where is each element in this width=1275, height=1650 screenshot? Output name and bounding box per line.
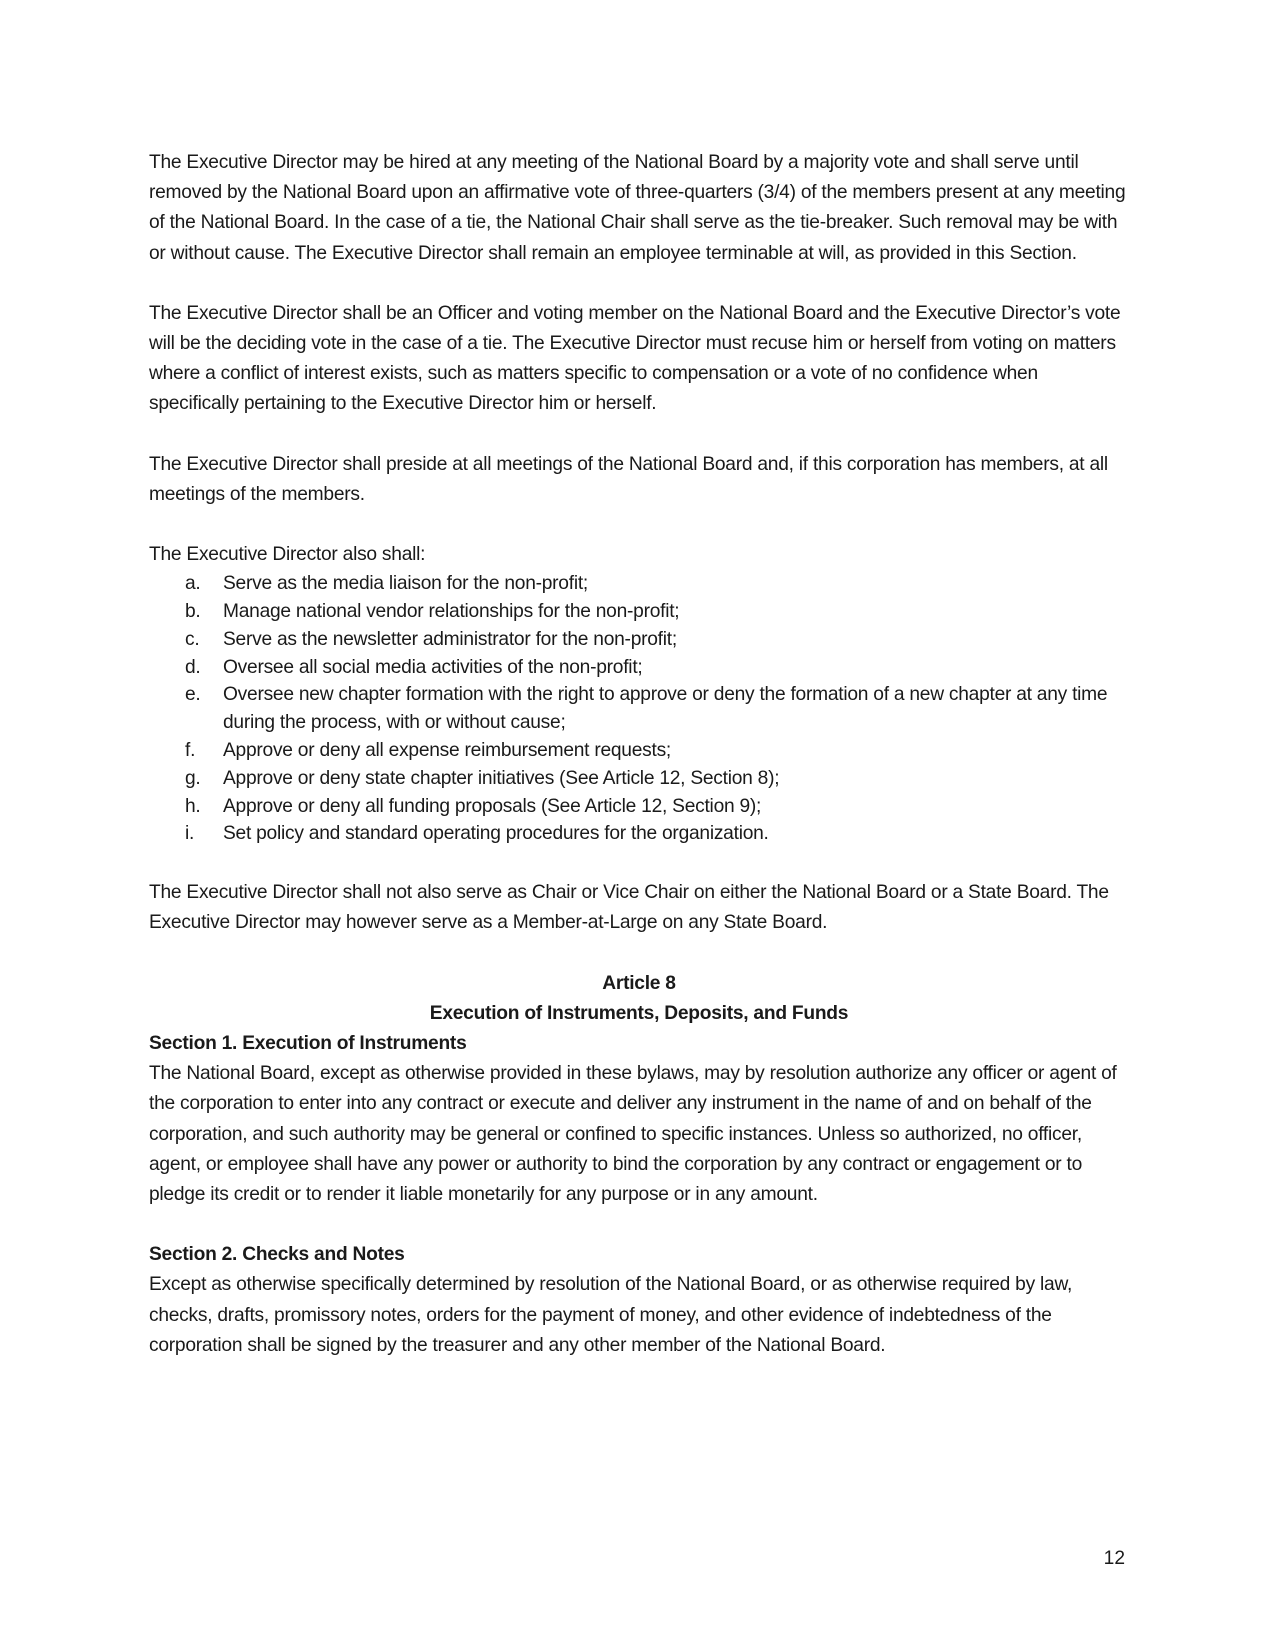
list-item xyxy=(149,570,1129,598)
page-number: 12 xyxy=(1103,1548,1125,1569)
section-body: Except as otherwise specifically determined by resolution of the National Board, or as otherwise required by law, checks, drafts, promissory notes, orders for the payment of money, and other evidence of indebtedness of the corporation shall be signed by the treasurer and any other member of the National Board. xyxy=(149,1274,1073,1356)
list-marker: b. xyxy=(185,601,201,623)
article-number: Article 8 xyxy=(602,972,676,994)
duties-list xyxy=(149,570,1129,848)
list-item xyxy=(149,765,1129,793)
list-marker: d. xyxy=(185,656,201,678)
list-item-text: Manage national vendor relationships for the non-profit; xyxy=(223,601,680,623)
list-marker: e. xyxy=(185,684,201,706)
paragraph-voting-member: The Executive Director shall be an Officer and voting member on the National Board and the Executive Director’s vote will be the deciding vote in the case of a tie. The Executive Director must recuse him or herself from voting on matters where a conflict of interest exists, such as matters specific to compensation or a vote of no confidence when specifically pertaining to the Executive Director him or herself. xyxy=(149,302,1121,415)
paragraph-spacer xyxy=(149,420,1129,450)
list-marker: a. xyxy=(185,573,201,595)
paragraph-spacer xyxy=(149,848,1129,878)
list-item-text: Serve as the media liaison for the non-profit; xyxy=(223,573,588,595)
article-title: Execution of Instruments, Deposits, and Funds xyxy=(429,1002,849,1024)
page-content xyxy=(149,148,1129,1361)
list-item xyxy=(149,626,1129,654)
list-marker: g. xyxy=(185,767,201,789)
list-item xyxy=(149,598,1129,626)
list-item-text: Approve or deny all funding proposals (See Article 12, Section 9); xyxy=(223,795,762,817)
list-item xyxy=(149,820,1129,848)
list-item-text: Oversee all social media activities of the non-profit; xyxy=(223,656,643,678)
paragraph-hiring-removal: The Executive Director may be hired at any meeting of the National Board by a majority vote and shall serve until removed by the National Board upon an affirmative vote of three-quarters (3/4) of the members present at any meeting of the National Board. In the case of a tie, the National Chair shall serve as the tie-breaker. Such removal may be with or without cause. The Executive Director shall remain an employee terminable at will, as provided in this Section. xyxy=(149,152,1126,264)
list-item-text: Approve or deny all expense reimbursement requests; xyxy=(223,740,671,762)
section-heading: Section 2. Checks and Notes xyxy=(149,1244,405,1266)
paragraph-spacer xyxy=(149,269,1129,299)
list-item-text: Set policy and standard operating procedures for the organization. xyxy=(223,823,769,845)
paragraph-preside: The Executive Director shall preside at all meetings of the National Board and, if this corporation has members, at all meetings of the members. xyxy=(149,453,1108,505)
list-item xyxy=(149,793,1129,821)
section-body: The National Board, except as otherwise provided in these bylaws, may by resolution authorize any officer or agent of the corporation to enter into any contract or execute and deliver any instrument in the name of and on behalf of the corporation, and such authority may be general or confined to specific instances. Unless so authorized, no officer, agent, or employee shall have any power or authority to bind the corporation by any contract or engagement or to pledge its credit or to render it liable monetarily for any purpose or in any amount. xyxy=(149,1063,1117,1206)
list-intro: The Executive Director also shall: xyxy=(149,544,426,566)
paragraph-spacer xyxy=(149,1210,1129,1240)
list-item xyxy=(149,737,1129,765)
paragraph-spacer xyxy=(149,510,1129,540)
list-marker: i. xyxy=(185,823,195,845)
section-heading: Section 1. Execution of Instruments xyxy=(149,1033,467,1055)
list-marker: c. xyxy=(185,628,200,650)
paragraph-spacer xyxy=(149,939,1129,969)
list-marker: h. xyxy=(185,795,201,817)
list-item-text: Oversee new chapter formation with the right to approve or deny the formation of a new chapter at any time during the process, with or without cause; xyxy=(223,684,1108,734)
paragraph-chair-restriction: The Executive Director shall not also serve as Chair or Vice Chair on either the National Board or a State Board. The Executive Director may however serve as a Member-at-Large on any State Board. xyxy=(149,882,1109,934)
list-marker: f. xyxy=(185,740,196,762)
list-item xyxy=(149,681,1129,737)
list-item xyxy=(149,654,1129,682)
list-item-text: Approve or deny state chapter initiatives (See Article 12, Section 8); xyxy=(223,767,780,789)
list-item-text: Serve as the newsletter administrator for the non-profit; xyxy=(223,628,677,650)
